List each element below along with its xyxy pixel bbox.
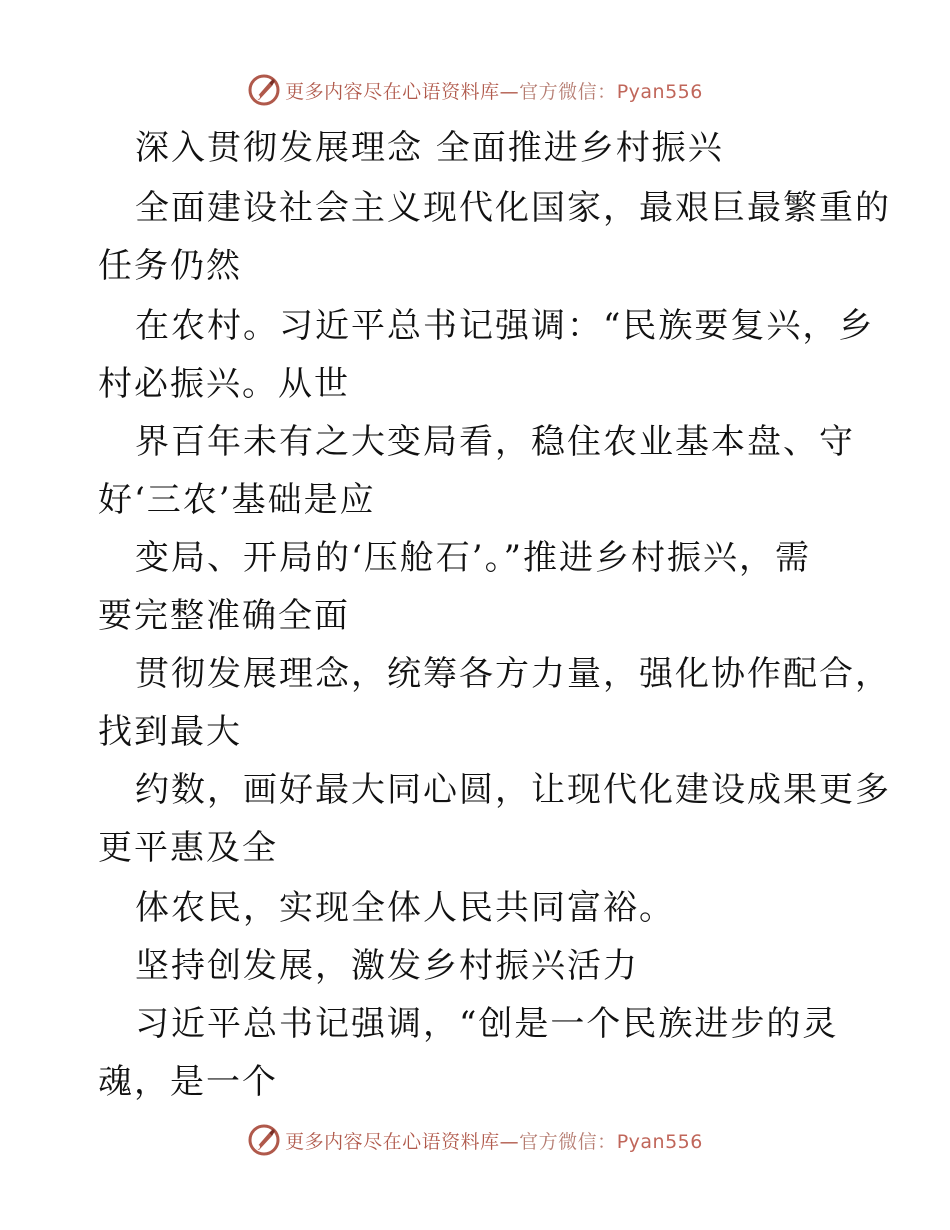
subheading-line: 坚持创发展，激发乡村振兴活力: [135, 946, 639, 986]
text-line: 要完整准确全面: [98, 596, 350, 636]
watermark-separator: —: [499, 80, 520, 103]
watermark-text: 更多内容尽在心语资料库: [285, 80, 500, 103]
text-line: 更平惠及全: [98, 828, 278, 868]
footer-watermark: [0, 1120, 950, 1160]
header-watermark: [0, 70, 950, 110]
wechat-label: 官方微信：: [519, 1130, 617, 1153]
text-line: 魂，是一个: [98, 1062, 278, 1102]
text-line: 界百年未有之大变局看，稳住农业基本盘、守: [135, 422, 855, 462]
watermark-text: 更多内容尽在心语资料库: [285, 1130, 500, 1153]
text-line: 在农村。习近平总书记强调：“民族要复兴，乡: [135, 306, 875, 346]
wechat-label: 官方微信：: [519, 80, 617, 103]
text-line: 变局、开局的‘压舱石’。”推进乡村振兴，需: [135, 538, 811, 578]
text-line: 好‘三农’基础是应: [98, 480, 376, 520]
text-line: 习近平总书记强调，“创是一个民族进步的灵: [135, 1004, 839, 1044]
pen-logo-icon: [247, 73, 281, 107]
heading-line: 深入贯彻发展理念 全面推进乡村振兴: [135, 128, 724, 168]
wechat-id: Pyan556: [616, 80, 703, 103]
text-line: 约数，画好最大同心圆，让现代化建设成果更多: [135, 770, 891, 810]
text-line: 体农民，实现全体人民共同富裕。: [135, 888, 675, 928]
text-line: 全面建设社会主义现代化国家，最艰巨最繁重的: [135, 188, 891, 228]
wechat-id: Pyan556: [616, 1130, 703, 1153]
text-line: 村必振兴。从世: [98, 364, 350, 404]
pen-logo-icon: [247, 1123, 281, 1157]
text-line: 任务仍然: [98, 246, 242, 286]
text-line: 找到最大: [98, 712, 242, 752]
watermark-separator: —: [499, 1130, 520, 1153]
text-line: 贯彻发展理念，统筹各方力量，强化协作配合，: [135, 654, 891, 694]
